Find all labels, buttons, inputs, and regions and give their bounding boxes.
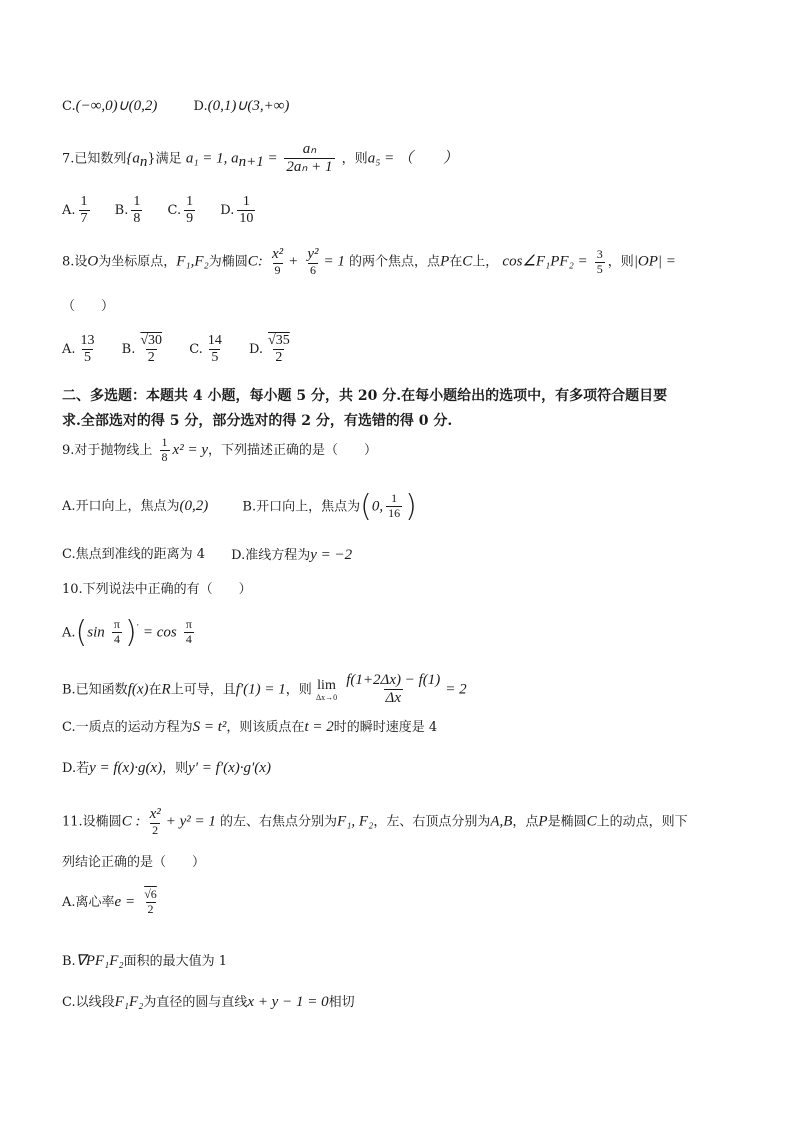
q7-option-b: B. $\frac{1}{8}$ (114, 194, 141, 227)
q9-options-cd (62, 546, 370, 565)
q9-option-b: B.开口向上，焦点为(0, $\frac{1}{16}$ ) (242, 489, 417, 524)
q8-option-d: D. $\frac{√35}{2}$ (248, 333, 290, 366)
q9-options-ab (62, 488, 435, 526)
q7-recurrence-fraction: $\frac{\text{aₙ}}{\text{2aₙ + 1}}$ (286, 141, 333, 176)
q7-options (62, 194, 276, 227)
q11-option-b: B.∇PF₁F₂面积的最大值为 1 (62, 953, 228, 969)
q7-option-c: C. $\frac{1}{9}$ (167, 194, 194, 227)
section-2-heading-line1: 二、多选题：本题共 4 小题，每小题 5 分，共 20 分.在每小题给出的选项中，有多项符合题目要 (62, 388, 668, 404)
q11-option-a: A.离心率e = $\frac{√6}{2}$ (62, 887, 157, 916)
q6-options-line (62, 97, 307, 116)
q7-option-d: D. $\frac{1}{10}$ (220, 194, 254, 227)
q7-option-a: A. $\frac{1}{7}$ (62, 194, 88, 227)
q8-option-b: B. $\frac{√30}{2}$ (121, 333, 163, 366)
q9-option-d: D.准线方程为y = −2 (231, 547, 353, 563)
q8-stem: 8.设O为坐标原点，F₁,F₂为椭圆C: $\frac{\text{x²}}{9}$ + $\frac{\text{y²}}{6}$ = 1 的两个焦点，点P在C上， cos∠F₁PF₂ = $\frac{3}{5}$ ，则|OP| = (62, 246, 676, 278)
section-2-heading-line2: 求.全部选对的得 5 分，部分选对的得 2 分，有选错的得 0 分. (62, 413, 453, 429)
q8-option-a: A. $\frac{13}{5}$ (62, 333, 95, 366)
q6-option-d: D.(0,1)∪(3,+∞) (193, 98, 290, 114)
q8-options (62, 333, 313, 366)
q9-stem: 9.对于抛物线上 $\frac{1}{8}$ x² = y，下列描述正确的是（ ） (62, 435, 377, 464)
q10-option-d: D.若y = f(x)·g(x)，则y′ = f′(x)·g′(x) (62, 760, 271, 776)
q9-option-c: C.焦点到准线的距离为 4 (62, 547, 206, 563)
q7-stem: 7.已知数列$\{a_n\}$满足 a₁ = 1, $a_{n+1}$ = $\frac{\text{aₙ}}{\text{2aₙ + 1}}$ ，则a₅ = （ ） (62, 141, 459, 176)
q6-option-c: C.(−∞,0)∪(0,2) (62, 98, 158, 114)
q8-option-c: C. $\frac{14}{5}$ (189, 333, 222, 366)
q10-stem: 10.下列说法中正确的有（ ） (62, 582, 252, 597)
q10-option-a: A.(sin $\frac{\pi}{4}$ )′ = cos $\frac{\pi}{4}$ (62, 615, 192, 650)
q10-option-c: C.一质点的运动方程为S = t²，则该质点在t = 2时的瞬时速度是 4 (62, 719, 438, 735)
q11-stem-line2: 列结论正确的是（ ） (62, 855, 206, 870)
q9-option-a: A.开口向上，焦点为(0,2) (62, 498, 209, 515)
q8-answer-paren: （ ） (62, 299, 115, 314)
q10-option-b: B.已知函数f(x)在R上可导，且f′(1) = 1，则 lim Δx→0 $\frac{f(1+2\Delta x) - f(1)}{\Delta x}$ = 2 (62, 672, 467, 707)
q11-option-c: C.以线段F₁F₂为直径的圆与直线x + y − 1 = 0相切 (62, 994, 355, 1010)
q11-stem: 11.设椭圆C : $\frac{\text{x²}}{2}$ + y² = 1 的左、右焦点分别为F₁, F₂，左、右顶点分别为A,B，点P是椭圆C上的动点，则下 (62, 806, 688, 838)
